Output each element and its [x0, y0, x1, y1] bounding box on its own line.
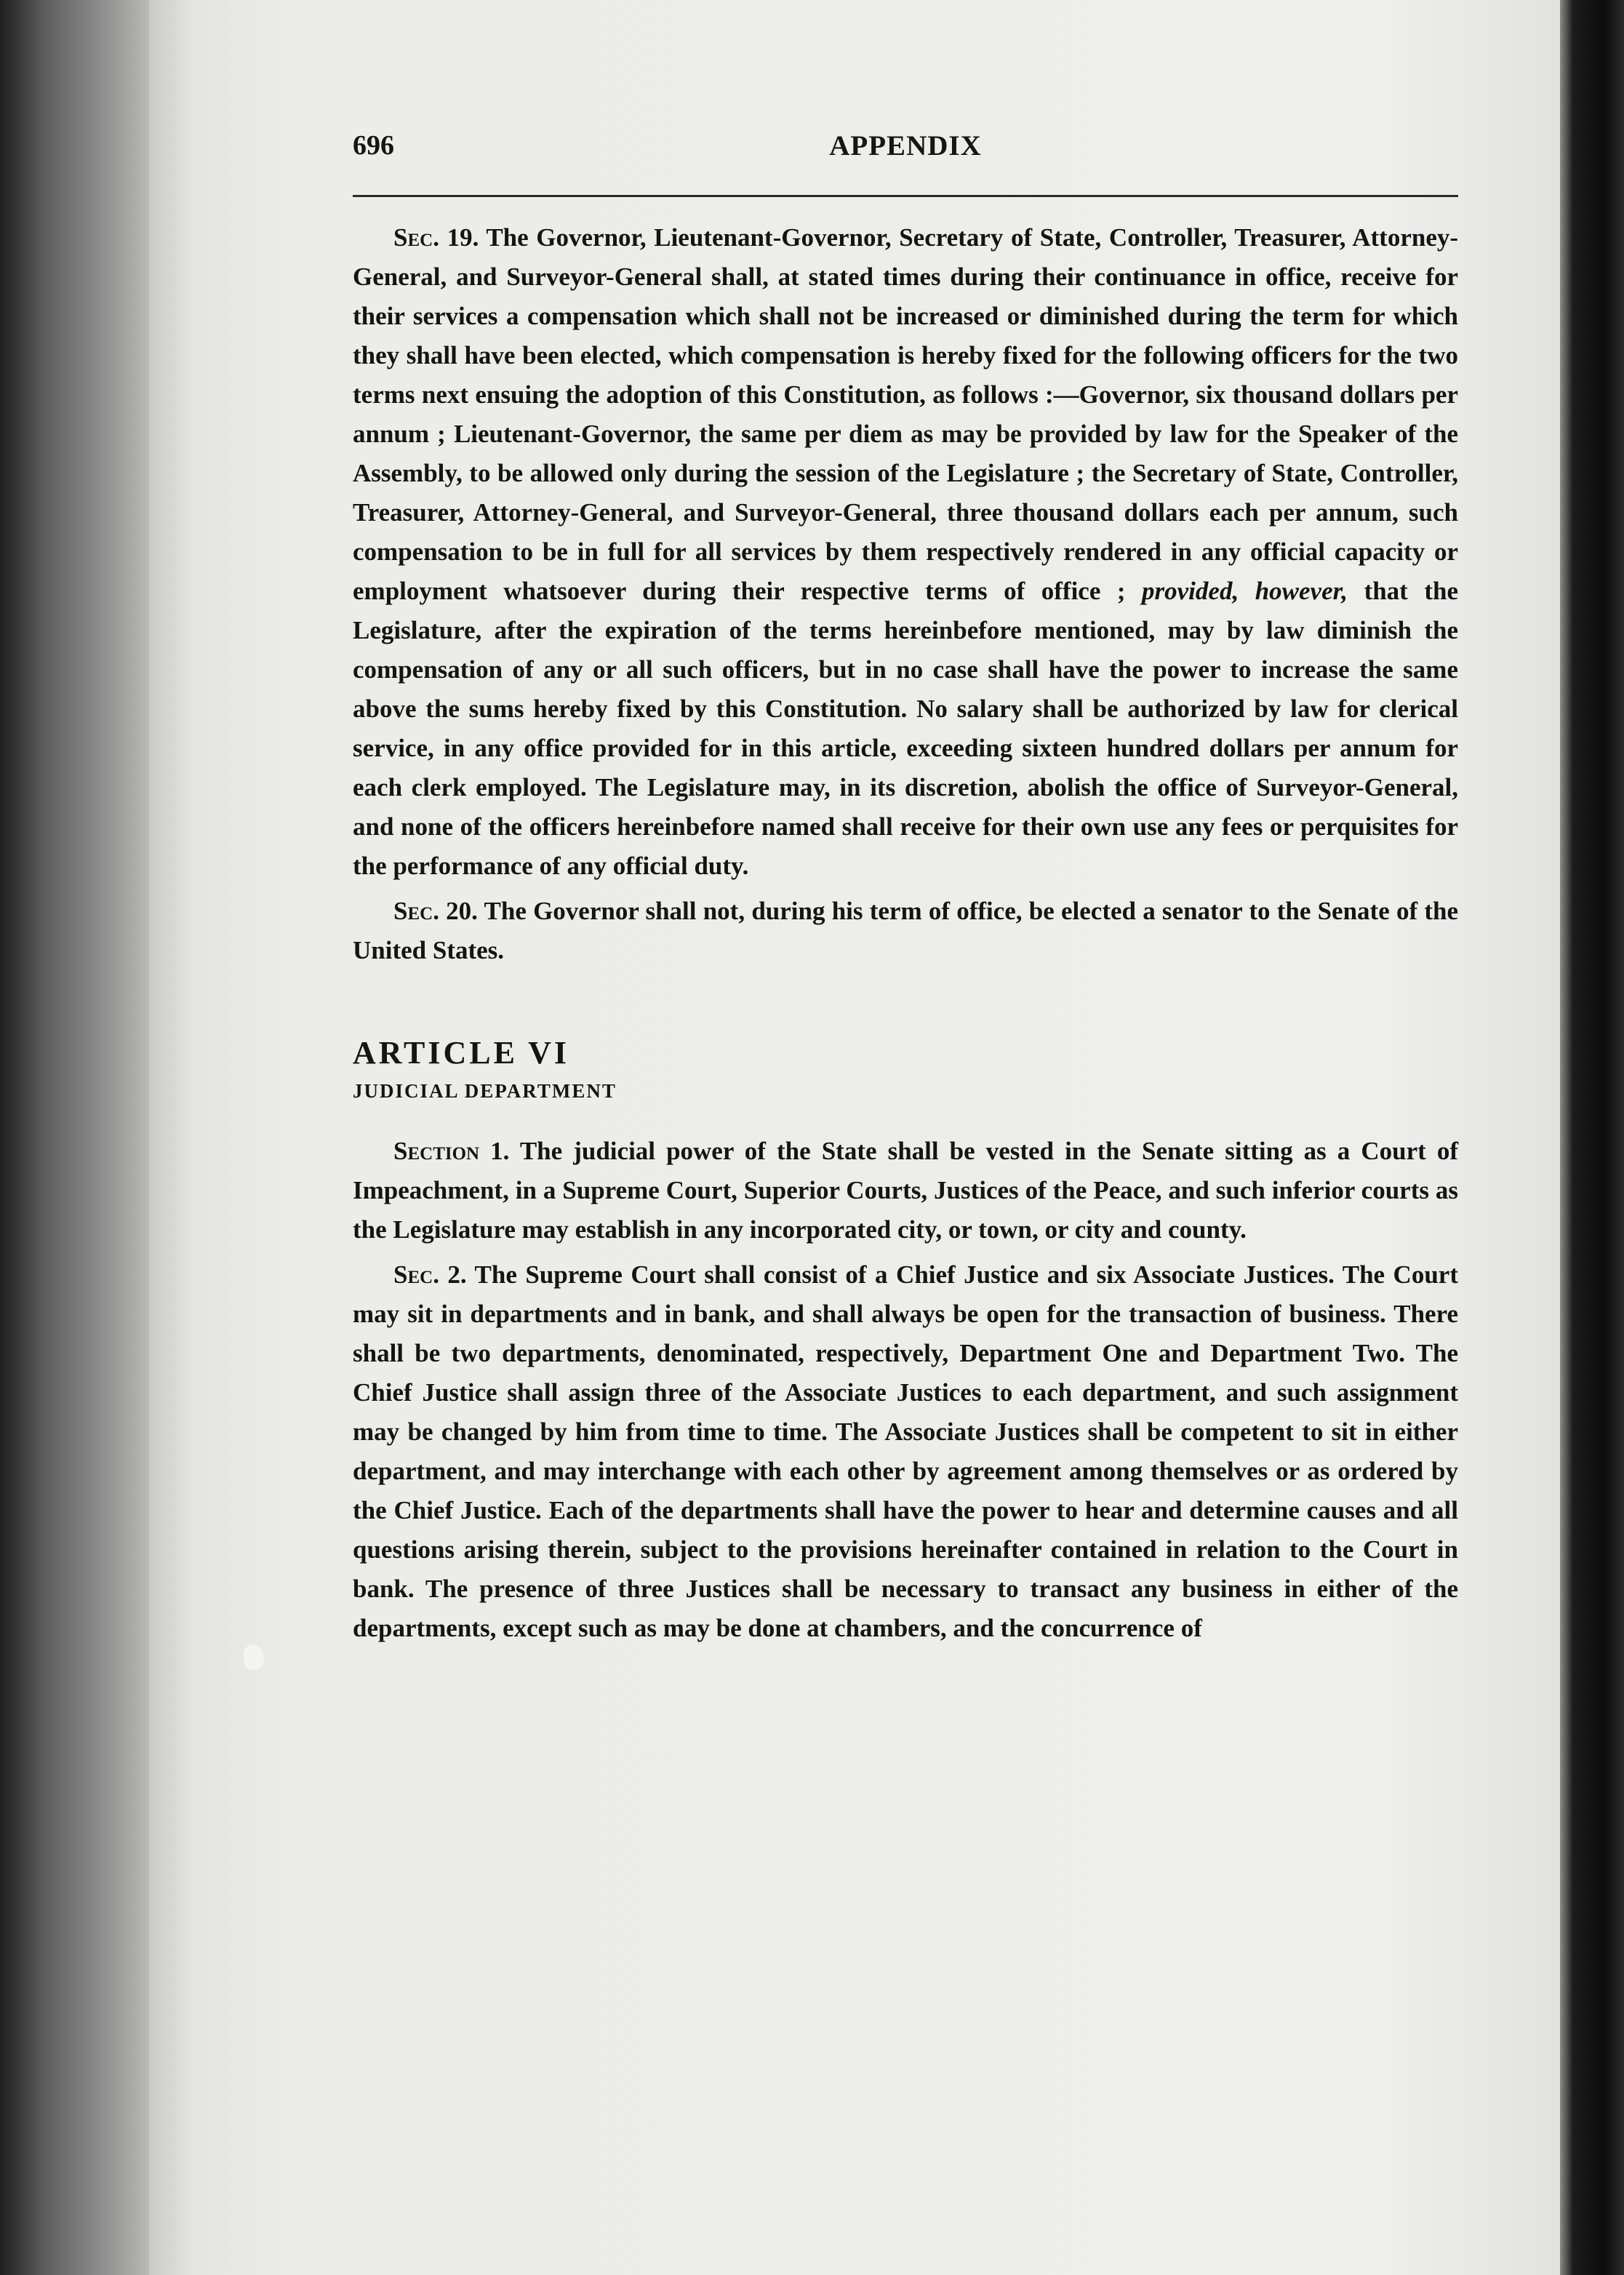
section-20-paragraph	[353, 892, 1458, 970]
paragraph-text: The Supreme Court shall consist of a Chief Justice and six Associate Justices. The Court may sit in departments and in bank, and shall always be open for the transaction of business. There shall be two departments, denominated, respectively, Department One and Department Two. The Chief Justice shall assign three of the Associate Justices to each department, and such assignment may be changed by him from time to time. The Associate Justices shall be competent to sit in either department, and may interchange with each other by agreement among themselves or as ordered by the Chief Justice. Each of the departments shall have the power to hear and determine causes and all questions arising therein, subject to the provisions hereinafter contained in relation to the Court in bank. The presence of three Justices shall be necessary to transact any business in either of the departments, except such as may be done at chambers, and the concurrence of	[353, 1260, 1458, 1642]
header-rule	[353, 195, 1458, 197]
italic-text: however,	[1255, 577, 1348, 605]
section-1-paragraph	[353, 1132, 1458, 1250]
italic-text: provided,	[1142, 577, 1239, 605]
article-heading: ARTICLE VI	[353, 1035, 570, 1071]
page-header	[353, 129, 1458, 173]
paragraph-text: The Governor shall not, during his term of office, be elected a senator to the Senate of the United States.	[353, 897, 1458, 964]
paragraph-text: that the Legislature, after the expiration of the terms hereinbefore mentioned, may by law diminish the compensation of any or all such officers, but in no case shall have the power to increase the same above the sums hereby fixed by this Constitution. No salary shall be authorized by law for clerical service, in any office provided for in this article, exceeding sixteen hundred dollars per annum for each clerk employed. The Legislature may, in its discretion, abolish the office of Surveyor-General, and none of the officers hereinbefore named shall receive for their own use any fees or perquisites for the performance of any official duty.	[353, 577, 1458, 880]
book-gutter-shadow	[0, 0, 149, 2275]
running-head: APPENDIX	[829, 130, 982, 161]
paper-smudge	[244, 1645, 264, 1670]
section-19-paragraph	[353, 218, 1458, 886]
section-label: Section 1.	[393, 1137, 510, 1165]
section-2-paragraph	[353, 1255, 1458, 1648]
section-label: Sec. 19.	[393, 223, 479, 252]
section-label: Sec. 20.	[393, 897, 478, 925]
paragraph-text: The judicial power of the State shall be vested in the Senate sitting as a Court of Impeachment, in a Supreme Court, Superior Courts, Justices of the Peace, and such inferior courts as the Legislature may establish in any incorporated city, or town, or city and county.	[353, 1137, 1458, 1244]
scan-right-edge	[1560, 0, 1624, 2275]
body-text	[353, 218, 1458, 1648]
page-number: 696	[353, 130, 394, 161]
section-label: Sec. 2.	[393, 1260, 467, 1289]
article-subheading: JUDICIAL DEPARTMENT	[353, 1080, 617, 1102]
paragraph-text: The Governor, Lieutenant-Governor, Secretary of State, Controller, Treasurer, Attorney-General, and Surveyor-General shall, at stated times during their continuance in office, receive for their services a compensation which shall not be increased or diminished during the term for which they shall have been elected, which compensation is hereby fixed for the following officers for the two terms next ensuing the adoption of this Constitution, as follows :—Governor, six thousand dollars per annum ; Lieutenant-Governor, the same per diem as may be provided by law for the Speaker of the Assembly, to be allowed only during the session of the Legislature ; the Secretary of State, Controller, Treasurer, Attorney-General, and Surveyor-General, three thousand dollars each per annum, such compensation to be in full for all services by them respectively rendered in any official capacity or employment whatsoever during their respective terms of office ;	[353, 223, 1459, 605]
